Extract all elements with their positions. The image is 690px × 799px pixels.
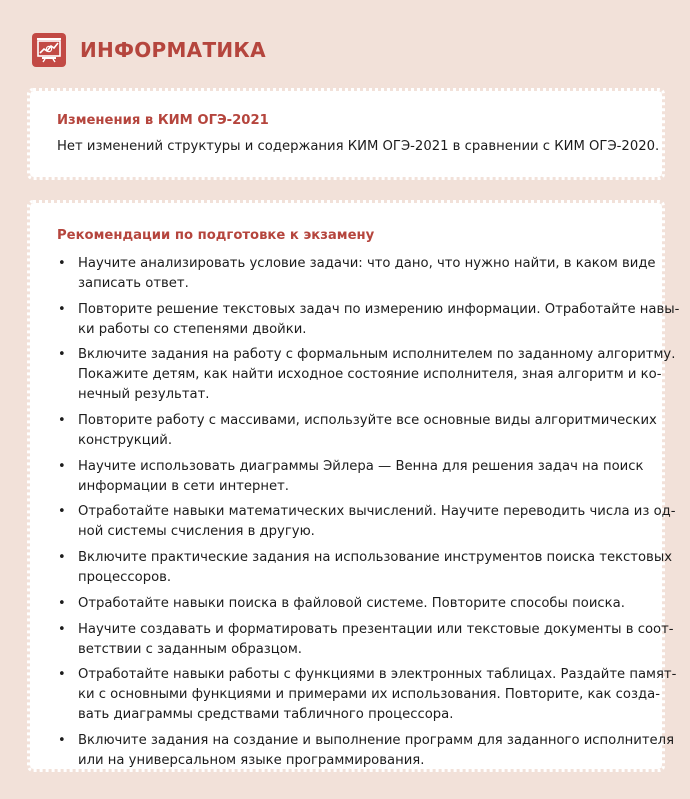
list-item-line: вать диаграммы средствами табличного процессора.: [78, 707, 454, 723]
list-item: [57, 620, 674, 660]
recommendations-card: [30, 203, 680, 769]
chart-board-icon: [32, 33, 66, 67]
list-item-line: ки с основными функциями и примерами их использования. Повторите, как созда-: [78, 687, 660, 703]
bullet-icon: •: [58, 256, 66, 271]
list-item: [57, 254, 656, 294]
bullet-icon: •: [58, 621, 66, 637]
bullet-icon: •: [58, 504, 66, 520]
recommendations-list: [57, 254, 680, 777]
bullet-icon: •: [58, 732, 66, 748]
bullet-icon: •: [58, 595, 66, 611]
list-item-line: Повторите работу с массивами, используйте все основные виды алгоритмических: [78, 413, 657, 429]
list-item-line: Отработайте навыки математических вычислений. Научите переводить числа из од-: [78, 504, 676, 520]
list-item-line: ки работы со степенями двойки.: [78, 321, 307, 337]
changes-card: [30, 91, 662, 177]
list-item: [57, 665, 677, 725]
bullet-icon: •: [58, 347, 66, 363]
bullet-icon: •: [58, 550, 66, 566]
list-item-line: Отработайте навыки работы с функциями в электронных таблицах. Раздайте памят-: [78, 667, 677, 683]
changes-text: Нет изменений структуры и содержания КИМ ОГЭ-2021 в сравнении с КИМ ОГЭ-2020.: [57, 139, 660, 154]
list-item: [57, 345, 676, 405]
list-item: [57, 502, 676, 542]
recommendations-heading: Рекомендации по подготовке к экзамену: [57, 228, 375, 243]
list-item-line: конструкций.: [78, 433, 173, 449]
list-item: [57, 594, 637, 614]
list-item: [57, 731, 675, 771]
list-item-line: Покажите детям, как найти исходное состояние исполнителя, зная алгоритм и ко-: [78, 367, 662, 383]
bullet-icon: •: [58, 458, 66, 474]
list-item-line: или на универсальном языке программирования.: [78, 752, 425, 768]
list-item-line: ветствии с заданным образцом.: [78, 641, 302, 657]
list-item-line: Научите анализировать условие задачи: что дано, что нужно найти, в каком виде: [78, 256, 656, 271]
list-item: [57, 457, 644, 497]
list-item-line: Включите задания на работу с формальным исполнителем по заданному алгоритму.: [78, 347, 676, 363]
subject-header: [32, 30, 266, 70]
bullet-icon: •: [58, 413, 66, 429]
list-item: [57, 548, 673, 588]
list-item-line: информации в сети интернет.: [78, 478, 289, 494]
list-item: [57, 300, 680, 340]
list-item-line: Научите создавать и форматировать презентации или текстовые документы в соот-: [78, 621, 674, 637]
list-item-line: Включите задания на создание и выполнение программ для заданного исполнителя: [78, 732, 675, 748]
list-item-line: нечный результат.: [78, 387, 210, 403]
list-item-line: ной системы счисления в другую.: [78, 524, 315, 540]
list-item-line: записать ответ.: [78, 276, 189, 291]
list-item: [57, 411, 657, 451]
changes-heading: Изменения в КИМ ОГЭ-2021: [57, 113, 269, 128]
bullet-icon: •: [58, 301, 66, 317]
list-item-line: Включите практические задания на использование инструментов поиска текстовых: [78, 550, 673, 566]
bullet-icon: •: [58, 667, 66, 683]
list-item-line: Научите использовать диаграммы Эйлера — Венна для решения задач на поиск: [78, 458, 644, 474]
list-item-line: Повторите решение текстовых задач по измерению информации. Отработайте навы-: [78, 301, 680, 317]
list-item-line: Отработайте навыки поиска в файловой системе. Повторите способы поиска.: [78, 595, 625, 611]
list-item-line: процессоров.: [78, 570, 172, 586]
subject-title: ИНФОРМАТИКА: [80, 38, 266, 62]
